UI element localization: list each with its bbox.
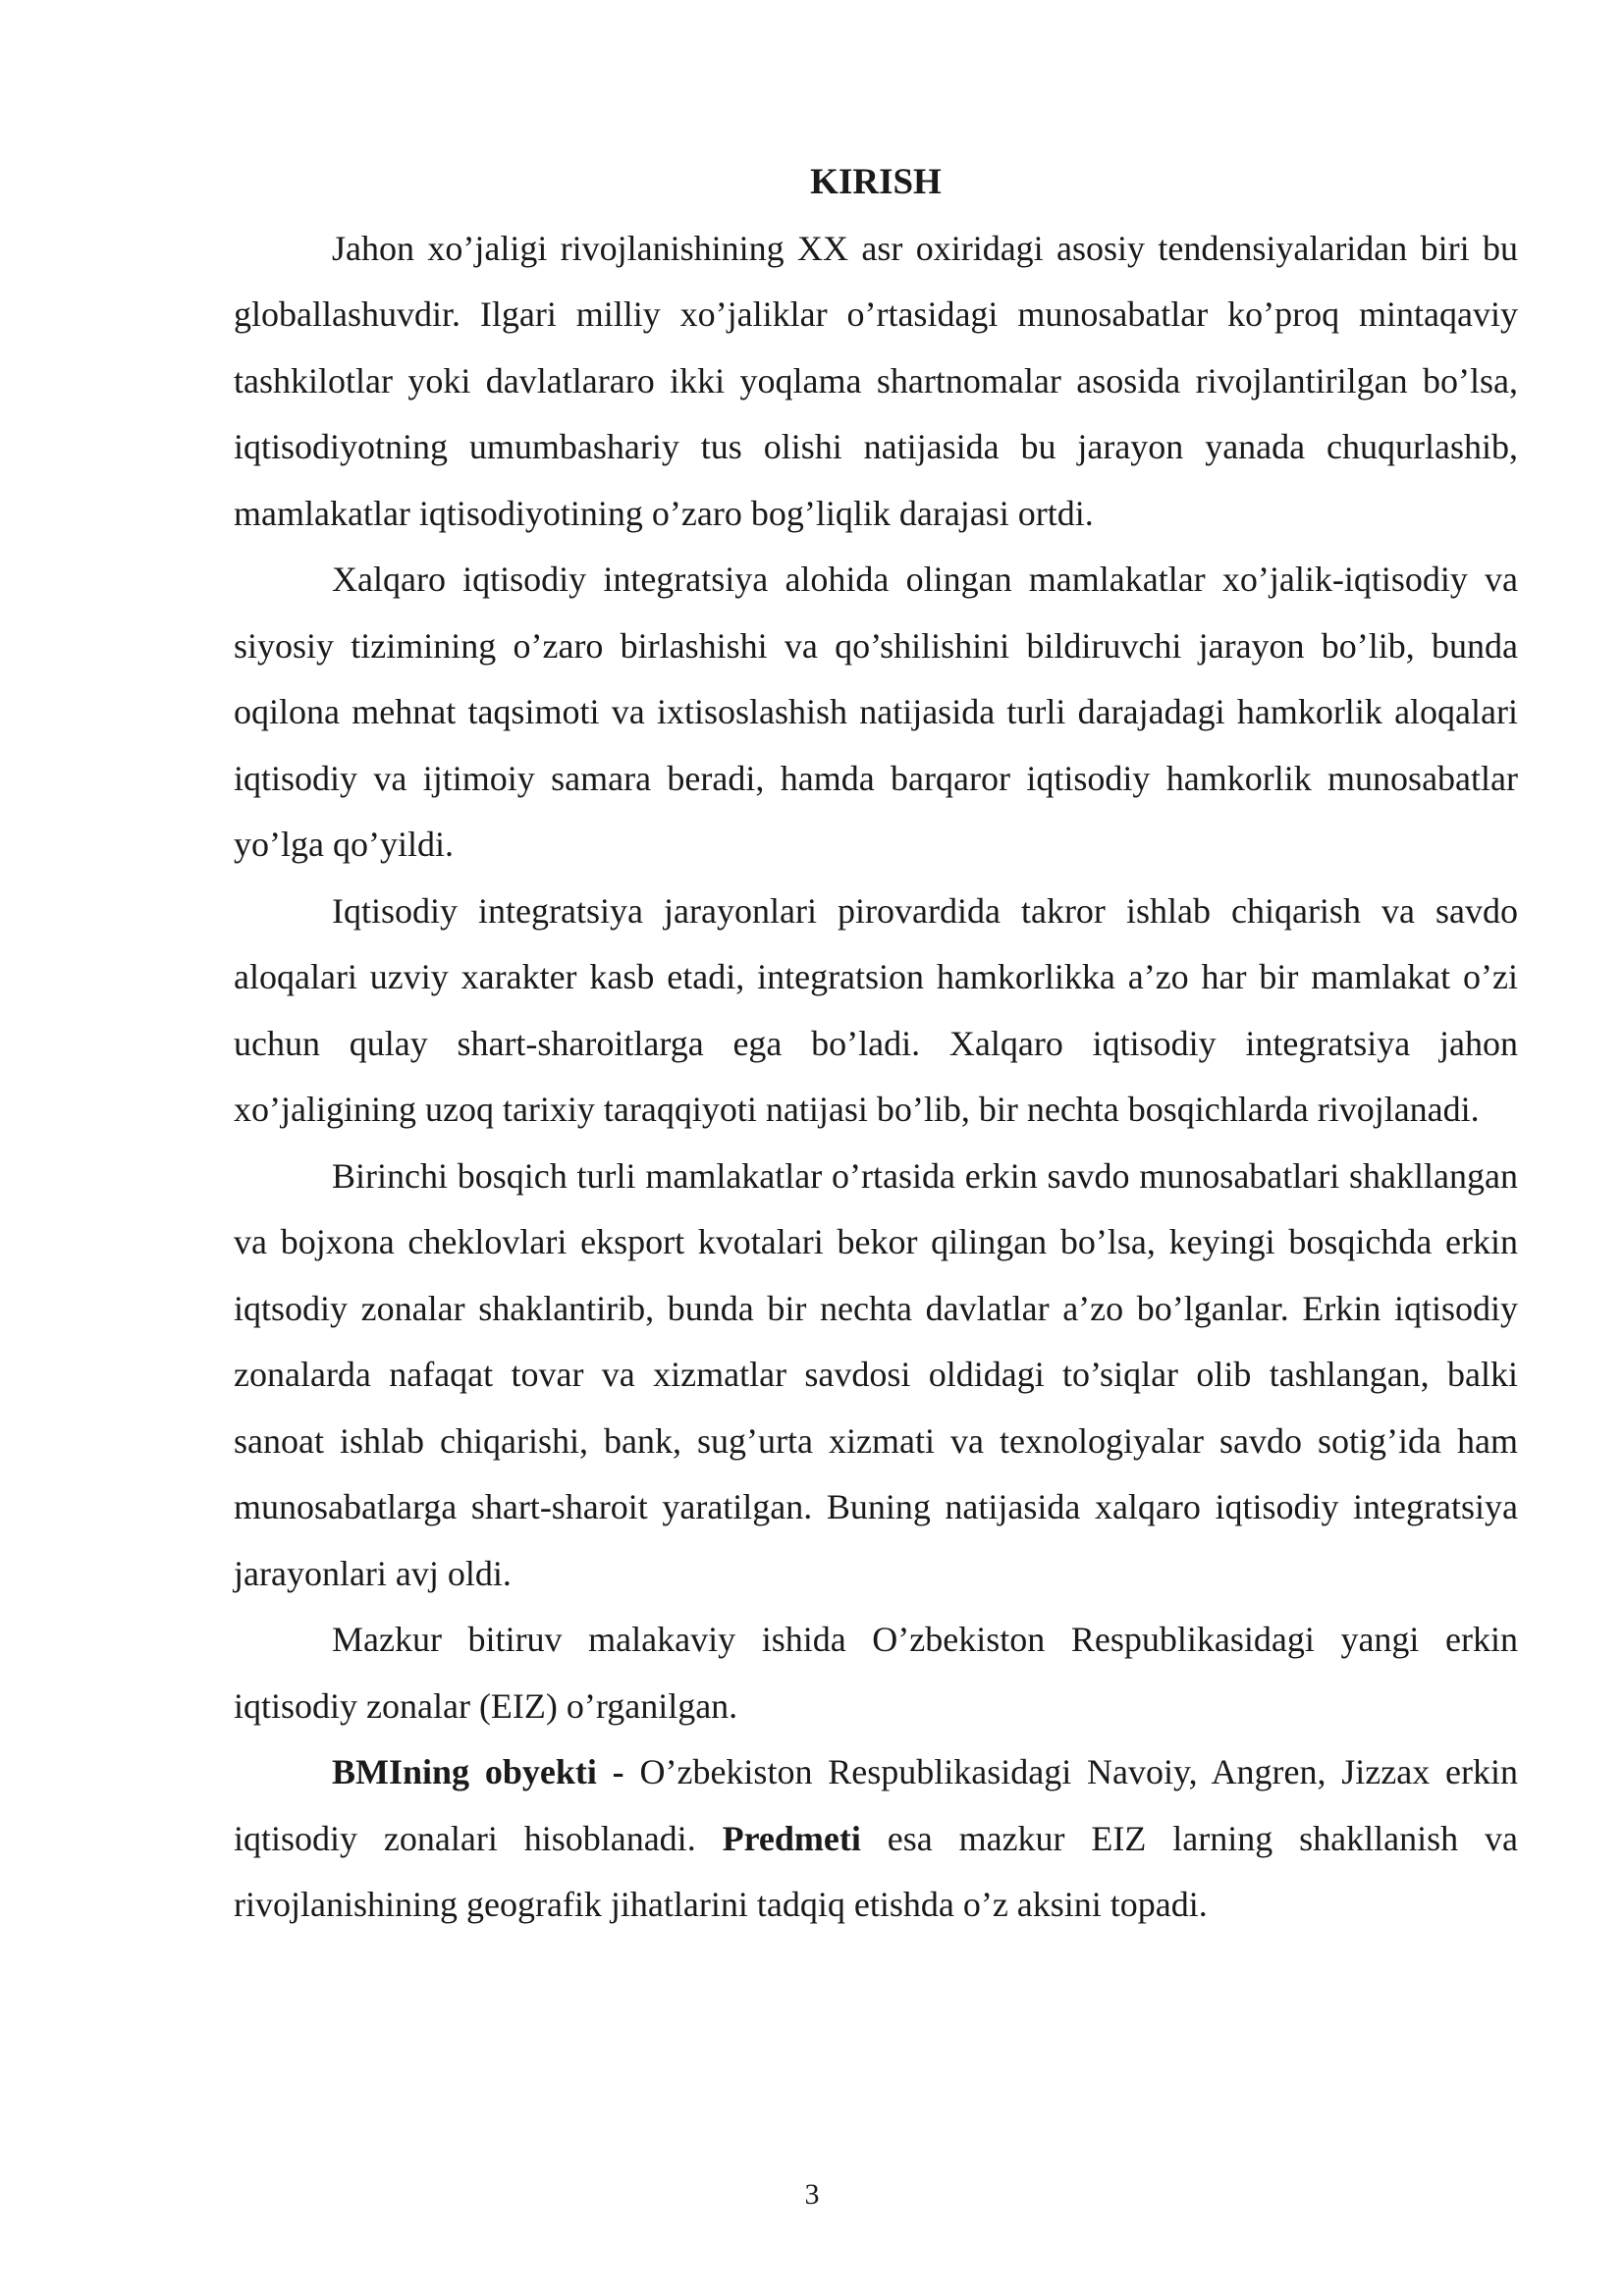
page-title: KIRISH	[810, 162, 942, 202]
paragraph-integration-definition: Xalqaro iqtisodiy integratsiya alohida olingan mamlakatlar xo’jalik-iqtisodiy va siyosiy tizimining o’zaro birlashishi va qo’shilishini bildiruvchi jarayon bo’lib, bunda oqilona mehnat taqsimoti va ixtisoslashish natijasida turli darajadagi hamkorlik aloqalari iqtisodiy va ijtimoiy samara beradi, hamda barqaror iqtisodiy hamkorlik munosabatlar yo’lga qo’yildi.	[234, 560, 1518, 864]
subject-text: esa mazkur EIZ larning shakllanish va rivojlanishining geografik jihatlarini tadqiq etishda o’z aksini topadi.	[234, 1818, 1518, 1924]
subject-label: Predmeti	[722, 1818, 861, 1858]
object-text: O’zbekiston Respublikasidagi Navoiy, Angren, Jizzax erkin iqtisodiy zonalari hisoblanadi.	[234, 1752, 1518, 1858]
paragraph-integration-stages: Birinchi bosqich turli mamlakatlar o’rtasida erkin savdo munosabatlari shakllangan va bojxona cheklovlari eksport kvotalari bekor qilingan bo’lsa, keyingi bosqichda erkin iqtsodiy zonalar shaklantirib, bunda bir nechta davlatlar a’zo bo’lganlar. Erkin iqtisodiy zonalarda nafaqat tovar va xizmatlar savdosi oldidagi to’siqlar olib tashlangan, balki sanoat ishlab chiqarishi, bank, sug’urta xizmati va texnologiyalar savdo sotig’ida ham munosabatlarga shart-sharoit yaratilgan. Buning natijasida xalqaro iqtisodiy integratsiya jarayonlari avj oldi.	[234, 1155, 1518, 1593]
paragraph-object-subject	[234, 1739, 1518, 1939]
paragraph-integration-processes: Iqtisodiy integratsiya jarayonlari pirovardida takror ishlab chiqarish va savdo aloqalari uzviy xarakter kasb etadi, integratsion hamkorlikka a’zo har bir mamlakat o’zi uchun qulay shart-sharoitlarga ega bo’ladi. Xalqaro iqtisodiy integratsiya jahon xo’jaligining uzoq tarixiy taraqqiyoti natijasi bo’lib, bir nechta bosqichlarda rivojlanadi.	[234, 890, 1518, 1129]
page-number: 3	[804, 2178, 820, 2211]
object-dash: -	[596, 1752, 640, 1791]
page-content	[234, 149, 1518, 1939]
object-label: BMIning obyekti	[332, 1752, 597, 1791]
paragraph-thesis-scope: Mazkur bitiruv malakaviy ishida O’zbekiston Respublikasidagi yangi erkin iqtisodiy zonalar (EIZ) o’rganilgan.	[234, 1620, 1518, 1726]
paragraph-globalization: Jahon xo’jaligi rivojlanishining XX asr oxiridagi asosiy tendensiyalaridan biri bu globallashuvdir. Ilgari milliy xo’jaliklar o’rtasidagi munosabatlar ko’proq mintaqaviy tashkilotlar yoki davlatlararo ikki yoqlama shartnomalar asosida rivojlantirilgan bo’lsa, iqtisodiyotning umumbashariy tus olishi natijasida bu jarayon yanada chuqurlashib, mamlakatlar iqtisodiyotining o’zaro bog’liqlik darajasi ortdi.	[234, 228, 1518, 533]
